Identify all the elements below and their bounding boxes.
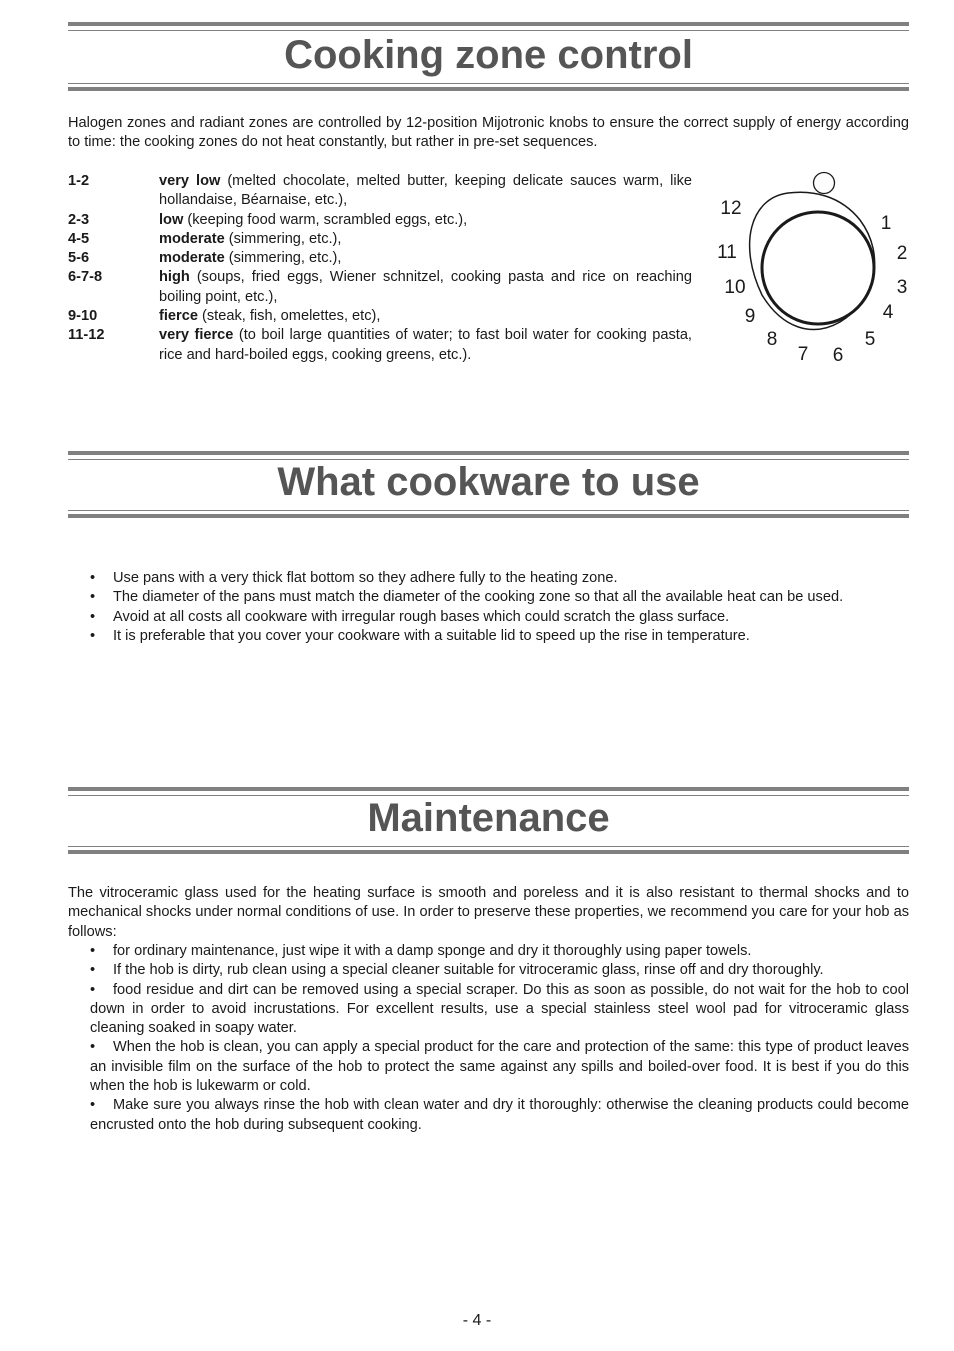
header-rule-top — [68, 22, 909, 26]
power-level-text: (melted chocolate, melted butter, keeping delicate sauces warm, like hollandaise, Béarnaise, etc.), — [159, 173, 693, 209]
knob-position-number: 6 — [832, 345, 844, 366]
header-rule-thin — [68, 83, 909, 84]
power-level-label: very low — [159, 173, 221, 189]
power-level-text: (simmering, etc.), — [224, 250, 342, 267]
knob-position-number: 11 — [717, 242, 737, 263]
section-header-cookware — [68, 451, 909, 521]
header-rule-bottom — [68, 514, 909, 518]
power-level-key: 6-7-8 — [68, 269, 103, 286]
knob-position-number: 2 — [896, 243, 908, 264]
power-level-row — [68, 172, 698, 211]
bullet-icon: • — [90, 981, 96, 998]
bullet-icon: • — [90, 962, 96, 979]
header-rule-thin — [68, 510, 909, 511]
power-level-row — [68, 268, 698, 307]
list-item-text: If the hob is dirty, rub clean using a special cleaner suitable for vitroceramic glass, rinse off and dry thoroughly. — [113, 962, 824, 979]
power-level-key: 2-3 — [68, 211, 90, 228]
power-level-text: (to boil large quantities of water; to fast boil water for cooking pasta, rice and hard-boiled eggs, cooking greens, etc.). — [159, 327, 692, 363]
section-title: Maintenance — [367, 796, 610, 840]
header-rule-thin — [68, 30, 909, 31]
bullet-icon: • — [90, 943, 96, 959]
list-item — [90, 569, 909, 588]
list-item-text: It is preferable that you cover your cookware with a suitable lid to speed up the rise in temperature. — [113, 627, 750, 644]
power-level-label: low — [159, 211, 184, 228]
section-title: Cooking zone control — [284, 33, 693, 77]
maintenance-list — [90, 942, 909, 1135]
bullet-icon: • — [90, 1097, 96, 1114]
cookware-bullet-list — [90, 569, 909, 646]
section-title: What cookware to use — [277, 460, 700, 504]
header-rule-bottom — [68, 87, 909, 91]
bullet-icon: • — [90, 570, 96, 586]
knob-position-number: 3 — [896, 277, 908, 298]
power-levels-list — [68, 172, 698, 365]
power-level-description — [159, 326, 692, 365]
list-item-text: Avoid at all costs all cookware with irregular rough bases which could scratch the glass surface. — [113, 608, 730, 625]
power-level-row — [68, 307, 698, 326]
power-level-description — [159, 230, 692, 249]
knob-dial — [762, 212, 874, 324]
list-item — [90, 942, 909, 961]
power-level-key: 4-5 — [68, 230, 90, 247]
power-level-key: 11-12 — [68, 327, 105, 344]
list-item — [90, 608, 909, 627]
page-number: - 4 - — [462, 1312, 492, 1329]
list-item — [90, 627, 909, 646]
power-level-label: moderate — [159, 230, 225, 247]
bullet-icon: • — [90, 589, 96, 606]
bullet-icon: • — [90, 627, 96, 644]
knob-position-number: 5 — [864, 329, 876, 350]
knob-position-number: 9 — [744, 306, 756, 327]
list-item-text: When the hob is clean, you can apply a special product for the care and protection of the same: this type of product leaves an invisible film on the surface of the hob to protect the same against any spills and boiled-over food. It is best if you do this when the hob is lukewarm or cold. — [90, 1039, 909, 1095]
power-level-description — [159, 211, 692, 230]
knob-position-number: 8 — [766, 329, 778, 350]
knob-position-number: 7 — [797, 344, 809, 365]
power-level-description — [159, 172, 692, 211]
knob-diagram — [700, 160, 930, 375]
header-rule-top — [68, 787, 909, 791]
power-level-key: 5-6 — [68, 250, 90, 267]
power-level-label: moderate — [159, 250, 225, 267]
power-level-row — [68, 230, 698, 249]
list-item-text: for ordinary maintenance, just wipe it with a damp sponge and dry it thoroughly using paper towels. — [113, 943, 752, 959]
knob-position-number: 1 — [880, 213, 892, 234]
power-level-description — [159, 268, 692, 307]
power-level-text: (soups, fried eggs, Wiener schnitzel, cooking pasta and rice on reaching boiling point, etc.), — [159, 269, 692, 305]
power-level-text: (keeping food warm, scrambled eggs, etc.), — [183, 211, 468, 228]
power-level-label: fierce — [159, 308, 198, 325]
bullet-icon: • — [90, 608, 96, 625]
power-level-description — [159, 249, 692, 268]
maintenance-intro: The vitroceramic glass used for the heating surface is smooth and poreless and it is also resistant to thermal shocks and to mechanical shocks under normal conditions of use. In order to preserve these properties, we recommend you care for your hob as follows: — [68, 885, 909, 940]
list-item — [90, 961, 909, 980]
power-level-row — [68, 249, 698, 268]
power-level-label: very fierce — [159, 327, 234, 344]
knob-position-number: 12 — [720, 198, 742, 219]
power-level-row — [68, 211, 698, 230]
power-level-label: high — [159, 269, 190, 286]
knob-position-number: 4 — [882, 302, 894, 323]
knob-position-number: 10 — [724, 277, 746, 298]
section-header-maintenance — [68, 787, 909, 857]
power-level-key: 1-2 — [68, 173, 90, 189]
power-level-text: (simmering, etc.), — [224, 230, 342, 247]
list-item — [90, 588, 909, 607]
list-item — [90, 981, 909, 1039]
section-header-cooking-zone-control — [68, 22, 909, 92]
header-rule-top — [68, 451, 909, 455]
power-level-key: 9-10 — [68, 308, 98, 325]
list-item-text: food residue and dirt can be removed using a special scraper. Do this as soon as possible, do not wait for the hob to cool down in order to avoid incrustations. For excellent results, use a special stainless steel wool pad for vitroceramic glass cleaning soaked in soapy water. — [90, 981, 909, 1037]
power-level-text: (steak, fish, omelettes, etc), — [197, 308, 381, 325]
power-level-description — [159, 307, 692, 326]
list-item — [90, 1038, 909, 1096]
header-rule-thin — [68, 846, 909, 847]
bullet-icon: • — [90, 1039, 96, 1056]
list-item-text: Use pans with a very thick flat bottom so they adhere fully to the heating zone. — [113, 570, 618, 586]
list-item — [90, 1096, 909, 1135]
indicator-mark-icon — [814, 173, 835, 194]
list-item-text: The diameter of the pans must match the diameter of the cooking zone so that all the available heat can be used. — [113, 589, 844, 606]
header-rule-bottom — [68, 850, 909, 854]
intro-paragraph: Halogen zones and radiant zones are controlled by 12-position Mijotronic knobs to ensure the correct supply of energy according to time: the cooking zones do not heat constantly, but rather in pre-set sequences. — [68, 115, 909, 151]
list-item-text: Make sure you always rinse the hob with clean water and dry it thoroughly: otherwise the cleaning products could become encrusted onto the hob during subsequent cooking. — [90, 1097, 909, 1133]
power-level-row — [68, 326, 698, 365]
